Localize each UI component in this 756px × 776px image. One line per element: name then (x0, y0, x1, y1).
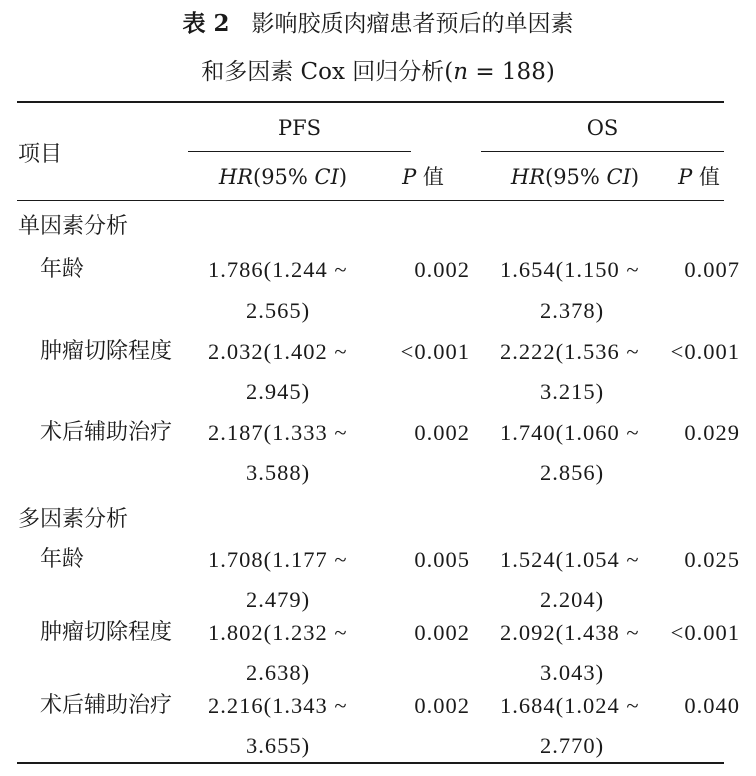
os-hr-value-cont: 3.043) (540, 660, 605, 685)
ci-open: (95% (545, 165, 607, 189)
pfs-p-value: 0.002 (414, 620, 470, 645)
os-hr-value-cont: 3.215) (540, 379, 605, 404)
row-label: 肿瘤切除程度 (40, 339, 173, 364)
table-title: 影响胶质肉瘤患者预后的单因素 (251, 11, 574, 37)
top-rule (17, 101, 724, 103)
pfs-hr-value: 2.216(1.343 ~ (208, 693, 348, 718)
os-group-header: OS (586, 116, 619, 140)
ci-close: ) (338, 165, 348, 189)
os-hr-column-header (480, 162, 670, 192)
hr-symbol: HR (218, 165, 253, 189)
pfs-hr-column-header (188, 162, 378, 192)
ci-symbol: CI (314, 165, 339, 189)
table-title-continued: 和多因素 Cox 回归分析( (201, 59, 454, 85)
ci-symbol: CI (606, 165, 631, 189)
os-p-value: 0.029 (684, 420, 740, 445)
os-group-rule (481, 151, 724, 152)
table-label: 表 2 (182, 10, 230, 37)
p-symbol: P (678, 165, 693, 189)
os-p-value: <0.001 (670, 620, 740, 645)
table-caption-line-1 (0, 9, 756, 39)
pfs-group-header: PFS (277, 116, 322, 140)
section-label-multivariate: 多因素分析 (18, 507, 129, 532)
os-p-value: 0.007 (684, 257, 740, 282)
row-label: 年龄 (40, 257, 85, 282)
pfs-hr-value-cont: 2.945) (246, 379, 311, 404)
os-hr-value-cont: 2.770) (540, 733, 605, 758)
caption-close-paren: ) (545, 59, 555, 85)
sample-size-value: = 188 (468, 59, 546, 85)
pfs-hr-value: 1.708(1.177 ~ (208, 547, 348, 572)
ci-open: (95% (253, 165, 315, 189)
pfs-p-value: 0.005 (414, 547, 470, 572)
pfs-hr-value-cont: 3.588) (246, 460, 311, 485)
pfs-hr-value-cont: 2.565) (246, 298, 311, 323)
os-hr-value-cont: 2.204) (540, 587, 605, 612)
hr-symbol: HR (510, 165, 545, 189)
pfs-hr-value: 2.187(1.333 ~ (208, 420, 348, 445)
pfs-p-value: 0.002 (414, 420, 470, 445)
pfs-p-column-header (388, 162, 458, 192)
header-rule (17, 200, 724, 201)
os-p-value: 0.040 (684, 693, 740, 718)
os-hr-value-cont: 2.856) (540, 460, 605, 485)
pfs-hr-value-cont: 2.479) (246, 587, 311, 612)
os-p-column-header (664, 162, 734, 192)
pfs-hr-value: 1.802(1.232 ~ (208, 620, 348, 645)
pfs-hr-value: 2.032(1.402 ~ (208, 339, 348, 364)
pfs-p-value: <0.001 (400, 339, 470, 364)
pfs-hr-value-cont: 3.655) (246, 733, 311, 758)
p-suffix: 值 (692, 165, 720, 189)
row-label: 术后辅助治疗 (40, 420, 173, 445)
row-label: 肿瘤切除程度 (40, 620, 173, 645)
os-hr-value: 2.222(1.536 ~ (500, 339, 640, 364)
section-label-univariate: 单因素分析 (18, 214, 129, 239)
pfs-hr-value: 1.786(1.244 ~ (208, 257, 348, 282)
sample-size-symbol: n (453, 59, 469, 85)
pfs-group-rule (188, 151, 411, 152)
os-hr-value: 1.524(1.054 ~ (500, 547, 640, 572)
p-symbol: P (402, 165, 417, 189)
os-hr-value: 1.654(1.150 ~ (500, 257, 640, 282)
bottom-rule (17, 762, 724, 764)
pfs-hr-value-cont: 2.638) (246, 660, 311, 685)
table-caption-line-2 (0, 57, 756, 87)
p-suffix: 值 (416, 165, 444, 189)
os-hr-value: 2.092(1.438 ~ (500, 620, 640, 645)
row-label: 术后辅助治疗 (40, 693, 173, 718)
pfs-p-value: 0.002 (414, 693, 470, 718)
os-hr-value-cont: 2.378) (540, 298, 605, 323)
row-label: 年龄 (40, 547, 85, 572)
os-hr-value: 1.740(1.060 ~ (500, 420, 640, 445)
item-column-header: 项目 (18, 142, 63, 167)
ci-close: ) (630, 165, 640, 189)
os-p-value: 0.025 (684, 547, 740, 572)
os-hr-value: 1.684(1.024 ~ (500, 693, 640, 718)
os-p-value: <0.001 (670, 339, 740, 364)
pfs-p-value: 0.002 (414, 257, 470, 282)
